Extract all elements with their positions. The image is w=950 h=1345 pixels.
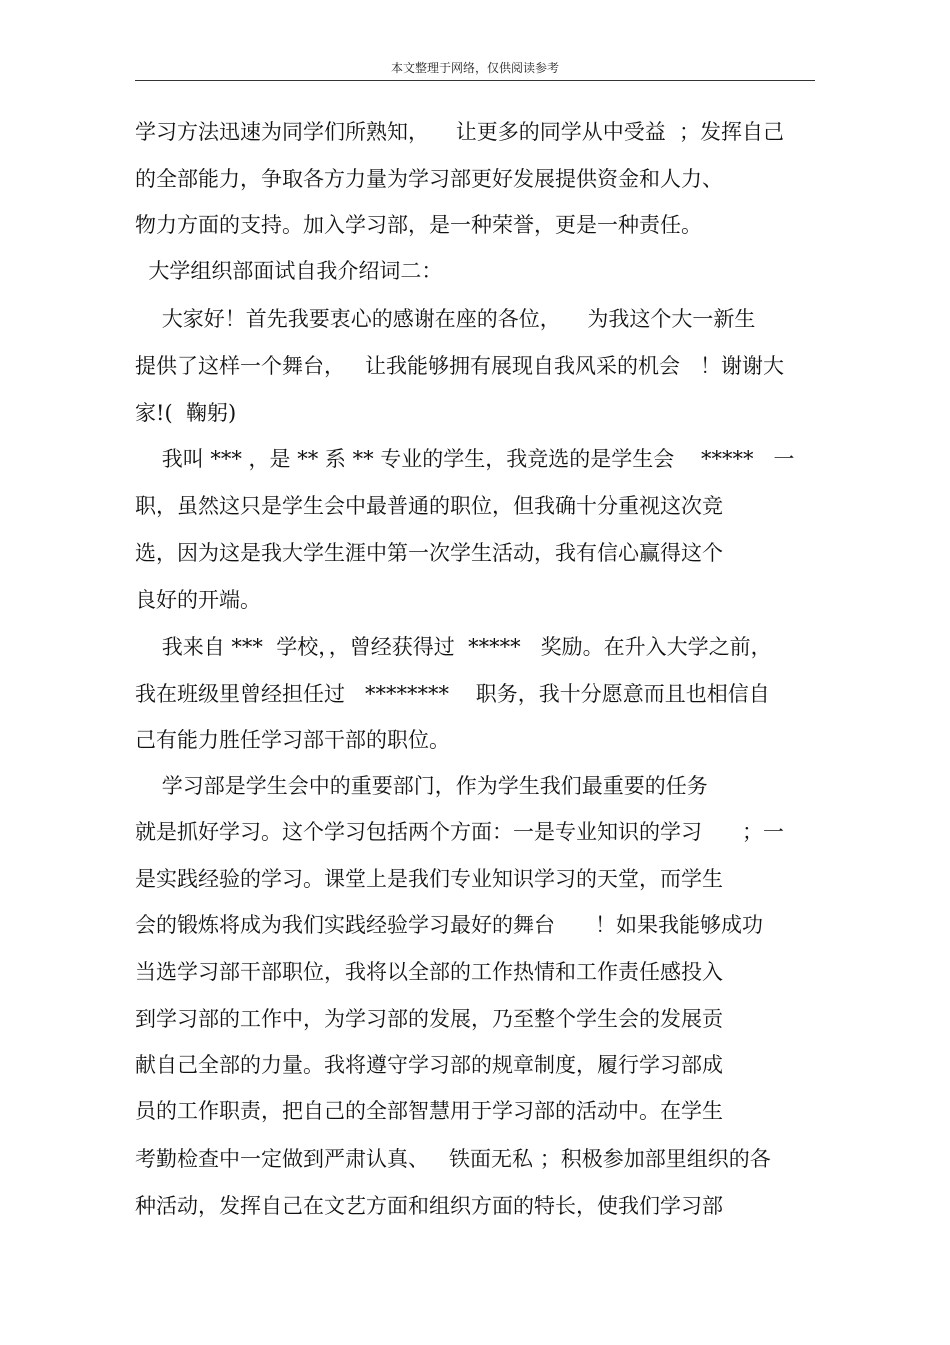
text-line: 种活动，发挥自己在文艺方面和组织方面的特长，使我们学习部 [135, 1194, 723, 1218]
text-line: 我在班级里曾经担任过 ******** 职务，我十分愿意而且也相信自 [135, 682, 770, 706]
text-line: 提供了这样一个舞台， 让我能够拥有展现自我风采的机会 ！谢谢大 [135, 354, 785, 378]
section-heading: 大学组织部面试自我介绍词二： [135, 259, 443, 283]
text-line: 家!( 鞠躬) [135, 401, 237, 425]
text-line: 职，虽然这只是学生会中最普通的职位，但我确十分重视这次竞 [135, 494, 723, 518]
text-line: 是实践经验的学习。课堂上是我们专业知识学习的天堂，而学生 [135, 867, 723, 891]
text-line: 献自己全部的力量。我将遵守学习部的规章制度，履行学习部成 [135, 1053, 723, 1077]
text-line: 我叫 *** ，是 ** 系 ** 专业的学生，我竞选的是学生会 ***** 一 [135, 447, 795, 471]
text-line: 当选学习部干部职位，我将以全部的工作热情和工作责任感投入 [135, 960, 723, 984]
text-line: 选，因为这是我大学生涯中第一次学生活动，我有信心赢得这个 [135, 541, 723, 565]
text-line: 学习方法迅速为同学们所熟知， 让更多的同学从中受益 ；发挥自己 [135, 120, 785, 144]
text-line: 到学习部的工作中，为学习部的发展，乃至整个学生会的发展贡 [135, 1007, 723, 1031]
text-line: 的全部能力，争取各方力量为学习部更好发展提供资金和人力、 [135, 167, 723, 191]
text-line: 我来自 *** 学校，，曾经获得过 ***** 奖励。在升入大学之前， [135, 635, 772, 659]
text-line: 良好的开端。 [135, 588, 261, 612]
text-line: 物力方面的支持。加入学习部，是一种荣誉，更是一种责任。 [135, 213, 702, 237]
page-header: 本文整理于网络，仅供阅读参考 [135, 58, 815, 81]
text-line: 学习部是学生会中的重要部门，作为学生我们最重要的任务 [135, 774, 708, 798]
text-line: 员的工作职责，把自己的全部智慧用于学习部的活动中。在学生 [135, 1099, 723, 1123]
text-line: 己有能力胜任学习部干部的职位。 [135, 728, 450, 752]
text-line: 考勤检查中一定做到严肃认真、 铁面无私 ；积极参加部里组织的各 [135, 1147, 771, 1171]
text-line: 就是抓好学习。这个学习包括两个方面：一是专业知识的学习 ；一 [135, 820, 785, 844]
text-line: 大家好！首先我要衷心的感谢在座的各位， 为我这个大一新生 [135, 307, 756, 331]
text-line: 会的锻炼将成为我们实践经验学习最好的舞台 ！如果我能够成功 [135, 913, 764, 937]
